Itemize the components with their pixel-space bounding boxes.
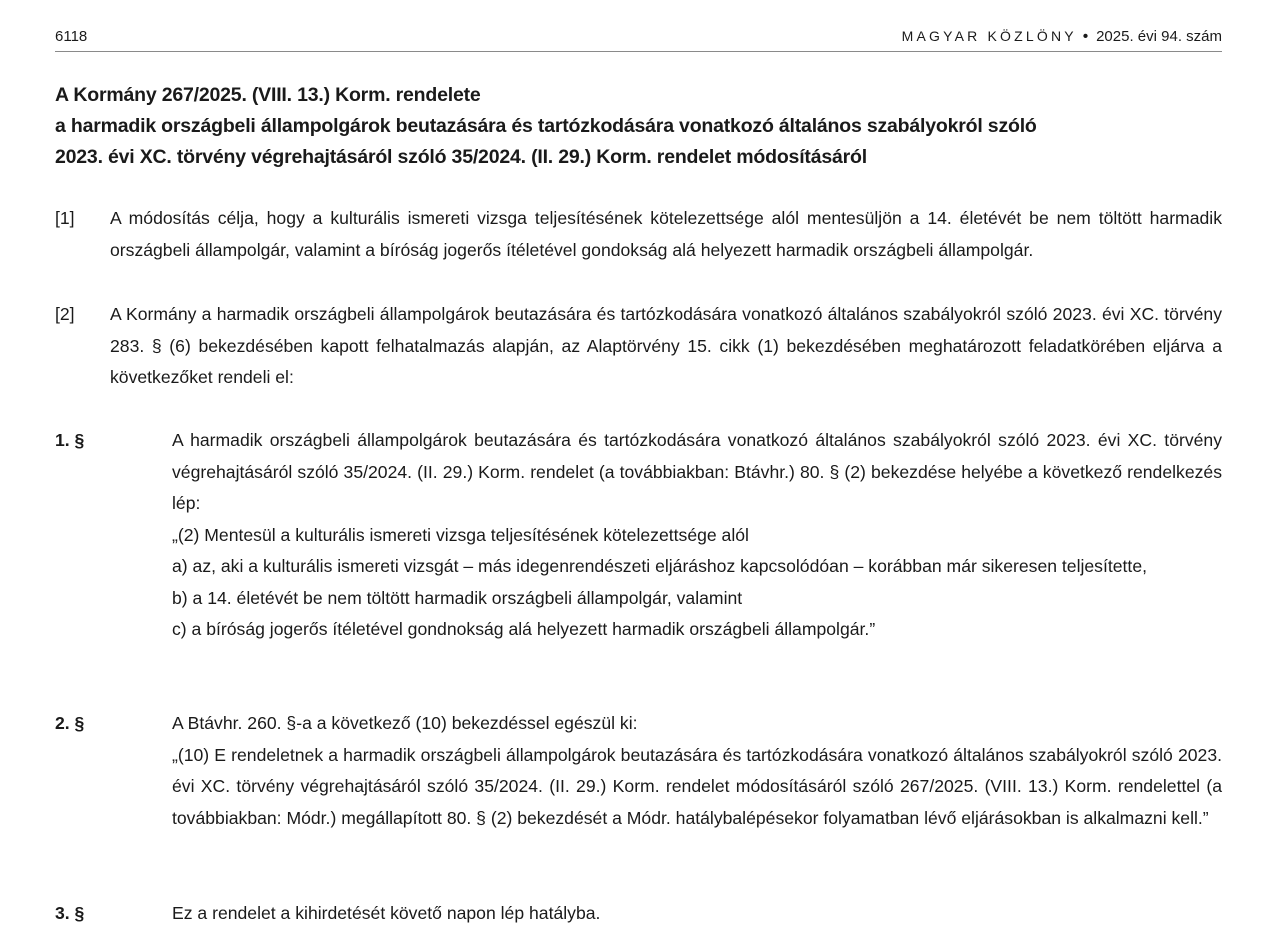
- preamble-marker: [1]: [55, 208, 75, 228]
- section-number: 1. §: [55, 430, 85, 450]
- preamble-item-2: [55, 299, 1222, 394]
- section-body: [172, 708, 1222, 834]
- title-line-1: A Kormány 267/2025. (VIII. 13.) Korm. rendelete: [55, 84, 481, 106]
- section-3: [55, 898, 1222, 930]
- section-intro: A harmadik országbeli állampolgárok beutazására és tartózkodására vonatkozó általános szabályokról szóló 2023. évi XC. törvény végrehajtásáról szóló 35/2024. (II. 29.) Korm. rendelet (a továbbiakban: Btávhr.) 80. § (2) bekezdése helyébe a következő rendelkezés lép:: [172, 430, 1222, 513]
- section-body: [172, 425, 1222, 646]
- section-body: [172, 898, 1222, 930]
- section-number: 3. §: [55, 903, 85, 923]
- section-number: 2. §: [55, 713, 85, 733]
- list-item-b: b) a 14. életévét be nem töltött harmadik országbeli állampolgár, valamint: [172, 587, 743, 608]
- title-line-3: 2023. évi XC. törvény végrehajtásáról szóló 35/2024. (II. 29.) Korm. rendelet módosításáról: [55, 146, 867, 168]
- document-page: [55, 0, 1222, 933]
- list-item-c: c) a bíróság jogerős ítéletével gondnokság alá helyezett harmadik országbeli állampolgár.”: [172, 619, 876, 639]
- preamble-text: A Kormány a harmadik országbeli állampolgárok beutazására és tartózkodására vonatkozó általános szabályokról szóló 2023. évi XC. törvény 283. § (6) bekezdésében kapott felhatalmazás alapján, az Alaptörvény 15. cikk (1) bekezdésében meghatározott feladatkörében eljárva a következőket rendeli el:: [110, 304, 1222, 387]
- list-item-a: a) az, aki a kulturális ismereti vizsgát – más idegenrendészeti eljáráshoz kapcsolódóan – korábban már sikeresen teljesítette,: [172, 556, 1147, 576]
- quoted-provision: „(10) E rendeletnek a harmadik országbeli állampolgárok beutazására és tartózkodására vonatkozó általános szabályokról szóló 2023. évi XC. törvény végrehajtásáról szóló 35/2024. (II. 29.) Korm. rendelet módosításáról szóló 267/2025. (VIII. 13.) Korm. rendelettel (a továbbiakban: Módr.) megállapított 80. § (2) bekezdését a Módr. hatálybalépésekor folyamatban lévő eljárásokban is alkalmazni kell.”: [172, 744, 1222, 828]
- page-header: [55, 27, 1222, 52]
- header-separator: •: [1082, 28, 1089, 45]
- preamble-item-1: [55, 203, 1222, 266]
- section-intro: A Btávhr. 260. §-a a következő (10) bekezdéssel egészül ki:: [172, 713, 638, 733]
- journal-name: MAGYAR KÖZLÖNY: [901, 28, 1077, 44]
- preamble-marker: [2]: [55, 304, 75, 324]
- page-number: 6118: [55, 28, 88, 45]
- quoted-provision: „(2) Mentesül a kulturális ismereti vizsga teljesítésének kötelezettsége alól: [172, 524, 749, 545]
- decree-title: [55, 80, 1222, 173]
- section-2: [55, 708, 1222, 834]
- issue-number: 2025. évi 94. szám: [1096, 28, 1222, 45]
- section-intro: Ez a rendelet a kihirdetését követő napon lép hatályba.: [172, 903, 601, 923]
- section-1: [55, 425, 1222, 646]
- journal-issue-info: [902, 28, 1222, 45]
- preamble-text: A módosítás célja, hogy a kulturális ismereti vizsga teljesítésének kötelezettsége alól mentesüljön a 14. életévét be nem töltött harmadik országbeli állampolgár, valamint a bíróság jogerős ítéletével gondokság alá helyezett harmadik országbeli állampolgár.: [110, 208, 1222, 260]
- title-line-2: a harmadik országbeli állampolgárok beutazására és tartózkodására vonatkozó általános szabályokról szóló: [55, 115, 1037, 137]
